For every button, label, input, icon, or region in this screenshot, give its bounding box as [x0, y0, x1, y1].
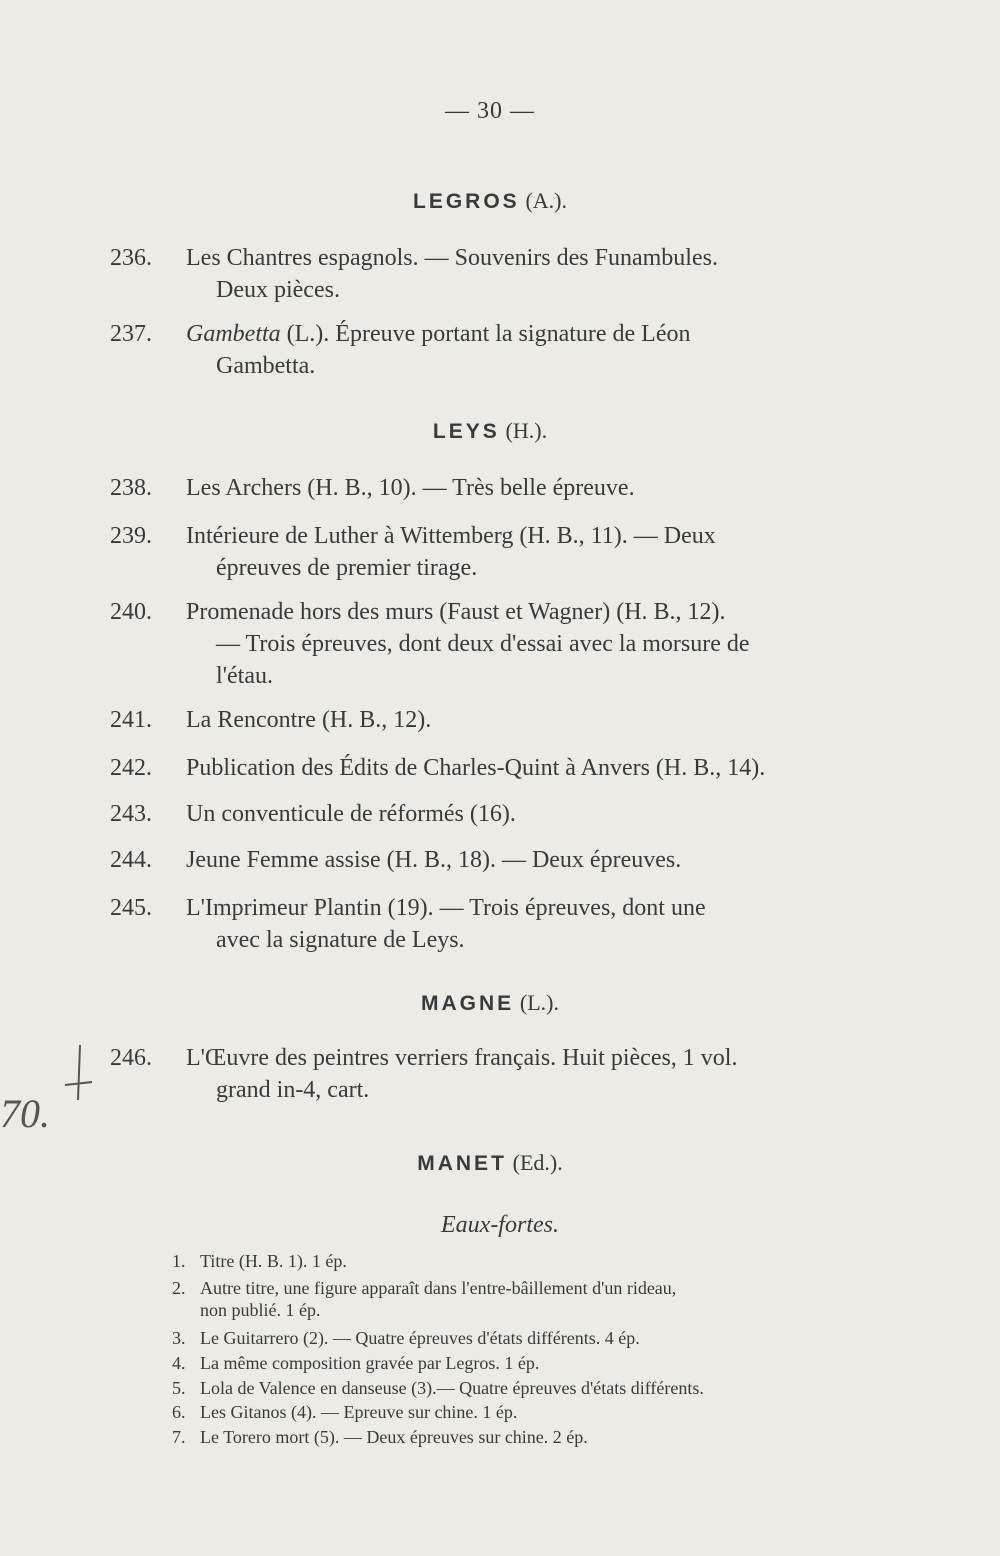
artist-name: LEGROS [413, 190, 520, 213]
entry-text: Les Archers (H. B., 10). — Très belle épreuve. [186, 475, 635, 501]
entry-text-cont: — Trois épreuves, dont deux d'essai avec la morsure de [216, 631, 750, 657]
footnote-text-cont: non publié. 1 ép. [200, 1300, 321, 1320]
artist-name: LEYS [432, 420, 500, 443]
artist-initial: (A.). [525, 188, 567, 213]
section-heading-manet [0, 1150, 980, 1176]
entry-number: 241. [110, 707, 152, 733]
entry-text: L'Imprimeur Plantin (19). — Trois épreuves, dont une [186, 895, 706, 921]
entry-title-italic: Gambetta [186, 321, 281, 347]
footnote-text: Le Guitarrero (2). — Quatre épreuves d'états différents. 4 ép. [200, 1328, 640, 1348]
entry-text: La Rencontre (H. B., 12). [186, 707, 432, 733]
entry-number: 238. [110, 475, 152, 501]
entry-text: Intérieure de Luther à Wittemberg (H. B., 11). — Deux [186, 523, 716, 549]
artist-initial: (H.). [505, 418, 548, 443]
footnote-text: Le Torero mort (5). — Deux épreuves sur chine. 2 ép. [200, 1427, 588, 1447]
entry-number: 243. [110, 801, 152, 827]
footnote-1 [172, 1250, 902, 1272]
footnote-5 [172, 1377, 902, 1399]
footnote-number: 4. [172, 1353, 186, 1373]
section-heading-leys [0, 418, 980, 444]
manet-subtitle: Eaux-fortes. [441, 1212, 559, 1238]
footnote-text: Les Gitanos (4). — Epreuve sur chine. 1 ép. [200, 1402, 518, 1422]
footnote-7 [172, 1426, 902, 1448]
entry-number: 240. [110, 599, 152, 625]
artist-name: MAGNE [420, 992, 515, 1015]
entry-text-cont: Gambetta. [216, 353, 316, 379]
section-heading-magne [0, 990, 980, 1016]
entry-text: (L.). Épreuve portant la signature de Léon [280, 321, 691, 347]
entry-text: Jeune Femme assise (H. B., 18). — Deux épreuves. [186, 847, 682, 873]
entry-text-cont: avec la signature de Leys. [216, 927, 465, 953]
artist-initial: (Ed.). [512, 1150, 563, 1175]
footnote-number: 1. [172, 1251, 186, 1271]
page-number: — 30 — [445, 98, 535, 124]
footnote-2 [172, 1277, 902, 1321]
entry-number: 245. [110, 895, 152, 921]
entry-text-cont: l'étau. [216, 663, 273, 689]
entry-number: 242. [110, 755, 152, 781]
entry-number: 237. [110, 321, 152, 347]
footnote-number: 2. [172, 1278, 186, 1298]
entry-text-cont: grand in-4, cart. [216, 1077, 370, 1103]
artist-name: MANET [417, 1152, 507, 1175]
handwritten-margin-note: 70. [0, 1091, 50, 1136]
entry-text-cont: Deux pièces. [216, 277, 340, 303]
entry-number: 239. [110, 523, 152, 549]
footnote-text: Titre (H. B. 1). 1 ép. [200, 1251, 347, 1271]
footnote-3 [172, 1327, 902, 1349]
footnote-number: 6. [172, 1402, 186, 1422]
entry-text-cont: épreuves de premier tirage. [216, 555, 478, 581]
footnote-text: Lola de Valence en danseuse (3).— Quatre épreuves d'états différents. [200, 1378, 704, 1398]
footnote-6 [172, 1401, 902, 1423]
footnote-4 [172, 1352, 902, 1374]
footnote-number: 7. [172, 1427, 186, 1447]
entry-text: Publication des Édits de Charles-Quint à Anvers (H. B., 14). [186, 755, 766, 781]
handwritten-stroke [60, 1040, 100, 1110]
entry-number: 246. [110, 1045, 152, 1071]
entry-text: L'Œuvre des peintres verriers français. Huit pièces, 1 vol. [186, 1045, 738, 1071]
footnote-number: 3. [172, 1328, 186, 1348]
entry-number: 236. [110, 245, 152, 271]
entry-number: 244. [110, 847, 152, 873]
entry-text: Promenade hors des murs (Faust et Wagner) (H. B., 12). [186, 599, 726, 625]
section-heading-legros [0, 188, 980, 214]
footnote-text: Autre titre, une figure apparaît dans l'entre-bâillement d'un rideau, [200, 1278, 677, 1298]
artist-initial: (L.). [519, 990, 559, 1015]
entry-text: Un conventicule de réformés (16). [186, 801, 516, 827]
entry-text: Les Chantres espagnols. — Souvenirs des Funambules. [186, 245, 718, 271]
footnote-number: 5. [172, 1378, 186, 1398]
footnote-text: La même composition gravée par Legros. 1 ép. [200, 1353, 540, 1373]
